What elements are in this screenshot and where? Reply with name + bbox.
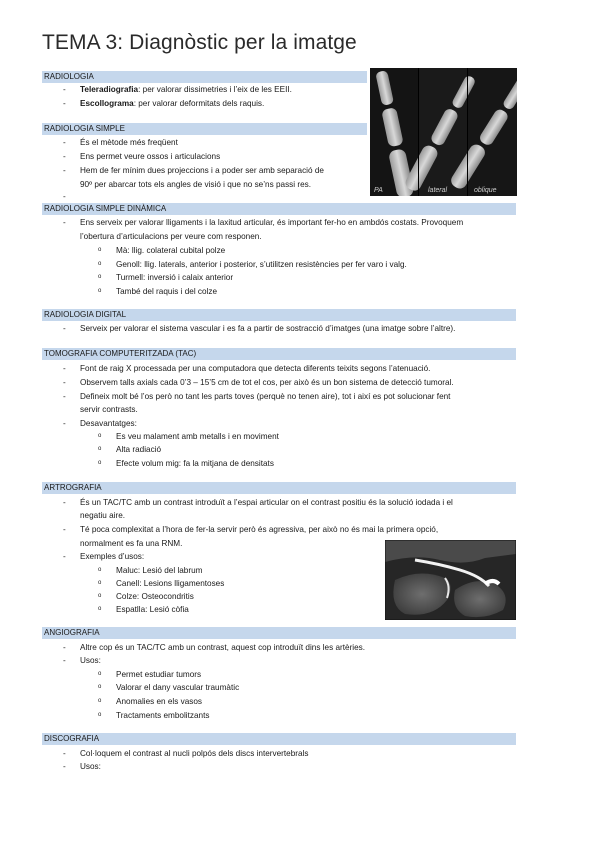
section-artrografia: ARTROGRAFIA	[42, 482, 516, 494]
list-item-continuation: normalment es fa una RNM.	[80, 539, 183, 548]
sub-item: Anomalies en els vasos	[116, 697, 203, 706]
list-item: Desavantatges:	[80, 419, 137, 428]
list-item: Usos:	[80, 762, 101, 771]
list-item: Ens serveix per valorar lligaments i la laxitud articular, és important fer-ho en ambdós costats. Provoquem	[80, 218, 464, 227]
sub-item: Valorar el dany vascular traumàtic	[116, 683, 240, 692]
item-teleradiografia: Teleradiografia: per valorar dissimetries i l’eix de les EEII.	[80, 85, 292, 94]
xray-finger-image	[370, 68, 517, 196]
section-radiologia: RADIOLOGIA	[42, 71, 367, 83]
list-item: Exemples d’usos:	[80, 552, 145, 561]
section-radiologia-digital: RADIOLOGIA DIGITAL	[42, 309, 516, 321]
sub-item: Permet estudiar tumors	[116, 670, 202, 679]
ct-arthrogram-image	[385, 540, 516, 620]
section-discografia: DISCOGRAFIA	[42, 733, 516, 745]
sub-item: Genoll: llig. laterals, anterior i posterior, s’utilitzen resistències per fer varo i valg.	[116, 260, 407, 269]
list-item-continuation: negatiu aire.	[80, 511, 126, 520]
page-title: TEMA 3: Diagnòstic per la imatge	[42, 31, 357, 54]
list-item: És un TAC/TC amb un contrast introduït a l’espai articular on el contrast positiu és la solució iodada i el	[80, 498, 453, 507]
sub-item: També del raquis i del colze	[116, 287, 218, 296]
section-angiografia: ANGIOGRAFIA	[42, 627, 516, 639]
sub-item: Es veu malament amb metalls i en moviment	[116, 432, 279, 441]
list-item-continuation: 90º per abarcar tots els angles de visió i que no se’ns passi res.	[80, 180, 312, 189]
sub-item: Efecte volum mig: fa la mitjana de densitats	[116, 459, 274, 468]
list-item: Observem talls axials cada 0’3 – 15’5 cm de tot el cos, per això és un bon sistema de detecció tumoral.	[80, 378, 454, 387]
list-item: És el mètode més freqüent	[80, 138, 178, 147]
list-item: Serveix per valorar el sistema vascular i es fa a partir de sostracció d’imatges (una imatge sobre l’altre).	[80, 324, 456, 333]
list-item: Font de raig X processada per una computadora que detecta diferents teixits segons l’atenuació.	[80, 364, 431, 373]
list-item-continuation: servir contrasts.	[80, 405, 138, 414]
list-item: Ens permet veure ossos i articulacions	[80, 152, 221, 161]
list-item: Altre cop és un TAC/TC amb un contrast, aquest cop introduït dins les artèries.	[80, 643, 366, 652]
sub-item: Alta radiació	[116, 445, 162, 454]
list-item-continuation: l’obertura d’articulacions per veure com responen.	[80, 232, 262, 241]
sub-item: Mà: llig. colateral cubital polze	[116, 246, 226, 255]
list-item: Hem de fer mínim dues projeccions i a poder ser amb separació de	[80, 166, 324, 175]
item-escollograma: Escollograma: per valorar deformitats dels raquis.	[80, 99, 265, 108]
sub-item: Turmell: inversió i calaix anterior	[116, 273, 234, 282]
sub-item: Espatlla: Lesió còfia	[116, 605, 189, 614]
sub-item: Tractaments embolitzants	[116, 711, 210, 720]
section-radiologia-dinamica: RADIOLOGIA SIMPLE DINÀMICA	[42, 203, 516, 215]
sub-item: Maluc: Lesió del labrum	[116, 566, 203, 575]
list-item: Col·loquem el contrast al nucli polpós dels discs intervertebrals	[80, 749, 309, 758]
sub-item: Canell: Lesions lligamentoses	[116, 579, 225, 588]
section-radiologia-simple: RADIOLOGIA SIMPLE	[42, 123, 367, 135]
sub-item: Colze: Osteocondritis	[116, 592, 194, 601]
list-item: Defineix molt bé l’os però no tant les parts toves (perquè no tenen aire), tot i així es pot solucionar fent	[80, 392, 451, 401]
list-item: Té poca complexitat a l’hora de fer-la servir però és agressiva, per això no és mai la primera opció,	[80, 525, 439, 534]
xray-label-oblique: oblique	[474, 187, 497, 194]
xray-label-pa: PA	[374, 187, 383, 194]
section-tac: TOMOGRAFIA COMPUTERITZADA (TAC)	[42, 348, 516, 360]
list-item: Usos:	[80, 656, 101, 665]
xray-label-lateral: lateral	[428, 187, 448, 194]
